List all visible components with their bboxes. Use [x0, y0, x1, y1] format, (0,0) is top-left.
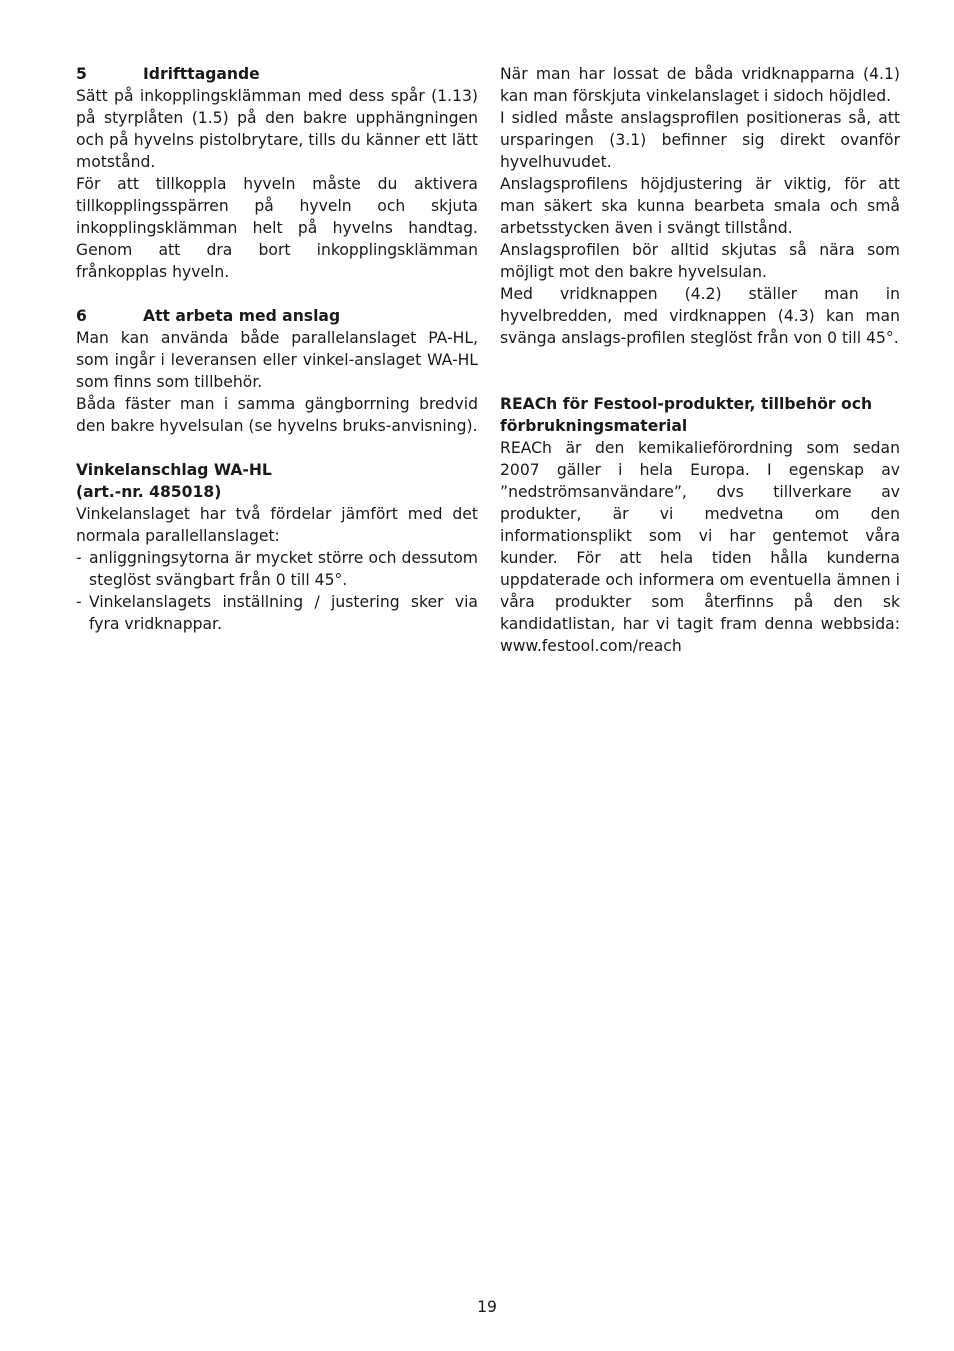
section-6-number: 6 [76, 307, 87, 325]
reach-paragraph: REACh är den kemikalieförordning som sedan 2007 gäller i hela Europa. I egenskap av ”nedströmsanvändare”, dvs tillverkare av produkter, är vi medvetna om den informationsplikt som vi har gentemot våra kunder. För att hela tiden hålla kunderna uppdaterade och informera om eventuella ämnen i våra produkter som återfinns på den sk kandidatlistan, har vi tagit fram denna webbsida: www.festool.com/reach [500, 439, 900, 655]
right-column [500, 63, 900, 657]
wa-heading-line-2: (art.-nr. 485018) [76, 483, 222, 501]
wa-heading-line-1: Vinkelanschlag WA-HL [76, 461, 272, 479]
wa-list-item: - Vinkelanslagets inställning / justering sker via fyra vridknappar. [76, 591, 478, 635]
page-number: 19 [477, 1298, 497, 1316]
right-paragraph-3: Anslagsprofilens höjdjustering är viktig, för att man säkert ska kunna bearbeta smala och små arbetsstycken även i svängt tillstånd. [500, 175, 900, 237]
right-paragraph-2: I sidled måste anslagsprofilen positioneras så, att ursparingen (3.1) befinner sig direkt ovanför hyvelhuvudet. [500, 109, 900, 171]
section-6-paragraph-2: Båda fäster man i samma gängborrning bredvid den bakre hyvelsulan (se hyvelns bruks-anvisning). [76, 395, 478, 435]
reach-heading: REACh för Festool-produkter, tillbehör och förbrukningsmaterial [500, 395, 873, 435]
section-5-title: Idrifttagande [143, 65, 260, 83]
section-6-heading [76, 305, 478, 327]
right-paragraph-1: När man har lossat de båda vridknapparna (4.1) kan man förskjuta vinkelanslaget i sidoch höjdled. [500, 65, 900, 105]
wa-paragraph: Vinkelanslaget har två fördelar jämfört med det normala parallellanslaget: [76, 505, 478, 545]
section-6-title: Att arbeta med anslag [143, 307, 341, 325]
section-5-number: 5 [76, 65, 87, 83]
section-5-paragraph-1: Sätt på inkopplingsklämman med dess spår (1.13) på styrplåten (1.5) på den bakre upphängningen och på hyvelns pistolbrytare, tills du känner ett lätt motstånd. [76, 87, 478, 171]
left-column [76, 63, 478, 635]
section-5-heading [76, 63, 478, 85]
wa-list-item: - anliggningsytorna är mycket större och dessutom steglöst svängbart från 0 till 45°. [76, 547, 478, 591]
section-5-paragraph-2: För att tillkoppla hyveln måste du aktivera tillkopplingsspärren på hyveln och skjuta inkopplingsklämman helt på hyvelns handtag. Genom att dra bort inkopplingsklämman frånkopplas hyveln. [76, 175, 478, 281]
right-paragraph-4: Anslagsprofilen bör alltid skjutas så nära som möjligt mot den bakre hyvelsulan. [500, 241, 900, 281]
section-6-paragraph-1: Man kan använda både parallelanslaget PA-HL, som ingår i leveransen eller vinkel-anslaget WA-HL som finns som tillbehör. [76, 329, 478, 391]
wa-list [76, 547, 478, 635]
right-paragraph-5: Med vridknappen (4.2) ställer man in hyvelbredden, med virdknappen (4.3) kan man svänga anslags-profilen steglöst från von 0 till 45°. [500, 285, 900, 347]
